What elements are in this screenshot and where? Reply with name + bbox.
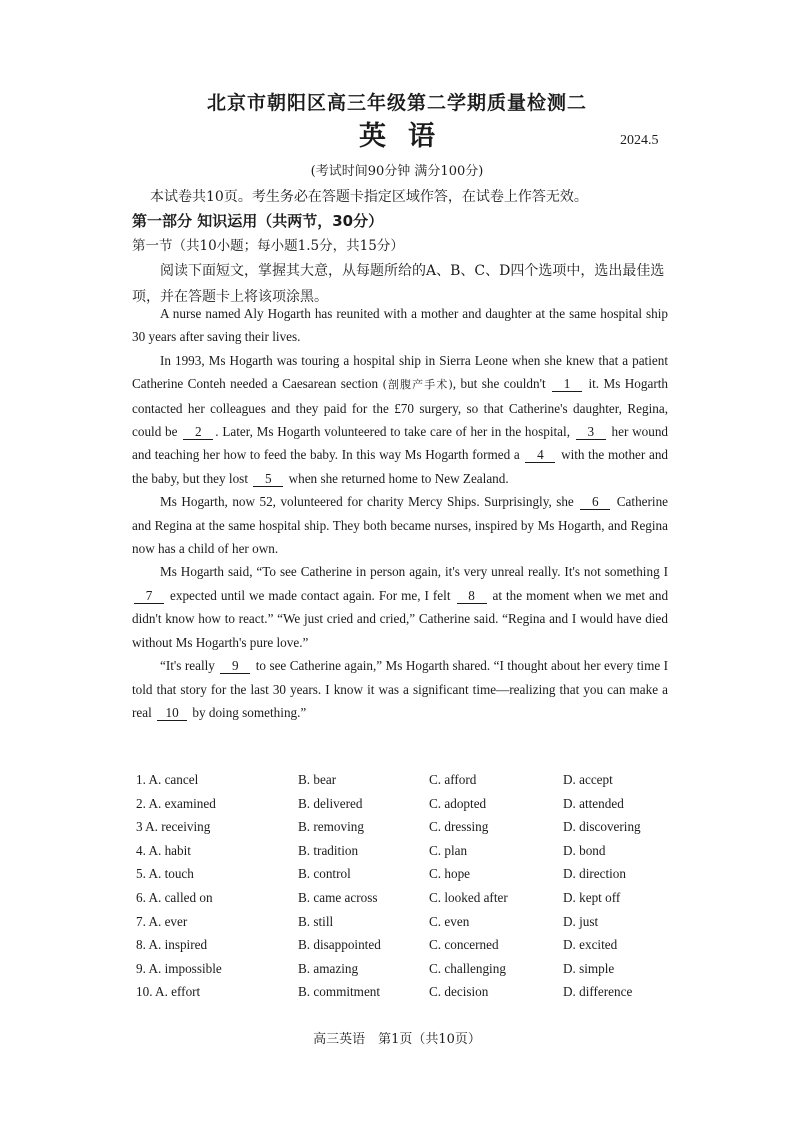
blank-4: 4 (525, 447, 555, 463)
option-b: B. tradition (298, 842, 359, 858)
option-d: D. direction (563, 866, 626, 882)
school-title: 北京市朝阳区高三年级第二学期质量检测二 (206, 92, 587, 114)
option-a: 3 A. receiving (136, 819, 211, 835)
section-directions: 阅读下面短文，掌握其大意，从每题所给的A、B、C、D四个选项中，选出最佳选项，并在答题卡上将该项涂黑。 (132, 263, 665, 305)
paragraph-5-text-a: “It's really (160, 658, 215, 674)
blank-5: 5 (253, 471, 283, 487)
option-row (136, 796, 676, 820)
option-d: D. just (563, 913, 599, 929)
paragraph-1-text: A nurse named Aly Hogarth has reunited with a mother and daughter at the same hospital ship 30 years after saving their lives. (132, 306, 668, 345)
option-a: 8. A. inspired (136, 937, 208, 953)
blank-3: 3 (576, 424, 606, 440)
option-d: D. accept (563, 772, 613, 787)
instructions: 本试卷共10页。考生务必在答题卡指定区域作答，在试卷上作答无效。 (150, 189, 588, 205)
blank-6: 6 (580, 494, 610, 510)
option-d: D. kept off (563, 889, 621, 905)
part1-title: 第一部分 知识运用（共两节，30分） (132, 212, 384, 230)
option-d: D. excited (563, 937, 618, 953)
blank-1: 1 (552, 376, 582, 392)
paragraph-2-text-g: when she returned home to New Zealand. (288, 470, 509, 486)
option-b: B. disappointed (298, 937, 381, 953)
paragraph-5-text-c: by doing something.” (192, 704, 307, 720)
paragraph-5 (132, 654, 668, 724)
option-c: C. looked after (429, 889, 508, 905)
option-row (136, 890, 676, 914)
option-row (136, 914, 676, 938)
blank-8: 8 (457, 588, 487, 604)
option-c: C. even (429, 913, 470, 929)
option-b: B. delivered (298, 795, 363, 811)
option-c: C. adopted (429, 795, 487, 811)
paragraph-2-text-d: . Later, Ms Hogarth volunteered to take care of her in the hospital, (215, 424, 570, 440)
section1-title: 第一节（共10小题；每小题1.5分，共15分） (132, 238, 404, 254)
time-info: (考试时间90分钟 满分100分) (310, 164, 484, 179)
option-a: 1. A. cancel (136, 772, 199, 787)
option-row (136, 772, 676, 796)
paragraph-2-text-f: with the mother and the baby, but they lost (132, 447, 669, 486)
option-d: D. discovering (563, 819, 641, 835)
paragraph-4-text-a: Ms Hogarth said, “To see Catherine in person again, it's very unreal really. It's not something I (160, 564, 668, 580)
paragraph-2 (132, 349, 668, 490)
paragraph-3-text-b: Catherine and Regina at the same hospital ship. They both became nurses, inspired by Ms Hogarth, and Regina now has a child of her own. (132, 494, 669, 557)
paragraph-4-text-b: expected until we made contact again. For me, I felt (170, 587, 451, 603)
paragraph-4 (132, 560, 668, 654)
paragraph-2-text-c: it. Ms Hogarth contacted her colleagues and they paid for the £70 surgery, so that Catherine's daughter, Regina, could be (132, 376, 668, 440)
blank-10: 10 (157, 705, 187, 721)
paragraph-3 (132, 490, 668, 560)
paragraph-3-text-a: Ms Hogarth, now 52, volunteered for charity Mercy Ships. Surprisingly, she (160, 494, 574, 510)
option-a: 4. A. habit (136, 842, 191, 858)
option-a: 7. A. ever (136, 913, 188, 929)
answer-options (136, 772, 676, 1008)
option-b: B. commitment (298, 984, 381, 1000)
option-d: D. attended (563, 795, 624, 811)
paragraph-2-text-a: In 1993, Ms Hogarth was touring a hospital ship in Sierra Leone when she knew that a patient Catherine Conteh needed a Caesarean section (132, 352, 668, 392)
blank-9: 9 (220, 658, 250, 674)
option-a: 6. A. called on (136, 889, 213, 905)
option-row (136, 961, 676, 985)
option-row (136, 866, 676, 890)
blank-2: 2 (183, 424, 213, 440)
option-row (136, 819, 676, 843)
option-d: D. simple (563, 960, 615, 976)
option-c: C. concerned (429, 937, 499, 953)
option-b: B. removing (298, 819, 364, 835)
option-b: B. still (298, 913, 334, 929)
option-b: B. bear (298, 772, 337, 787)
option-b: B. control (298, 866, 351, 882)
paragraph-5-text-b: to see Catherine again,” Ms Hogarth shared. “I thought about her every time I told that story for the last 30 years. I know it was a significant time—realizing that you can make a real (132, 658, 669, 720)
option-row (136, 984, 676, 1008)
option-a: 2. A. examined (136, 795, 216, 811)
chinese-gloss: (剖腹产手术) (382, 378, 453, 392)
blank-7: 7 (134, 588, 164, 604)
option-c: C. decision (429, 984, 489, 1000)
option-b: B. amazing (298, 960, 359, 976)
option-row (136, 937, 676, 961)
option-c: C. challenging (429, 960, 506, 976)
paragraph-4-text-c: at the moment when we met and didn't know how to react.” “We just cried and cried,” Catherine said. “Regina and I would have died without Ms Hogarth's pure love.” (132, 587, 669, 650)
option-c: C. afford (429, 772, 477, 787)
option-row (136, 843, 676, 867)
paragraph-2-text-e: her wound and teaching her how to feed the baby. In this way Ms Hogarth formed a (132, 424, 669, 463)
option-d: D. bond (563, 842, 606, 858)
option-a: 5. A. touch (136, 866, 194, 882)
option-a: 9. A. impossible (136, 960, 222, 976)
option-c: C. plan (429, 842, 468, 858)
option-d: D. difference (563, 984, 633, 1000)
exam-date: 2024.5 (620, 133, 659, 148)
option-b: B. came across (298, 889, 378, 905)
subject-title: 英语 (359, 121, 457, 152)
page-footer: 高三英语 第1页（共10页） (313, 1032, 481, 1047)
cloze-passage (132, 302, 668, 724)
paragraph-1 (132, 302, 668, 349)
option-c: C. hope (429, 866, 471, 882)
option-a: 10. A. effort (136, 984, 201, 1000)
paragraph-2-text-b: , but she couldn't (452, 376, 546, 392)
option-c: C. dressing (429, 819, 489, 835)
